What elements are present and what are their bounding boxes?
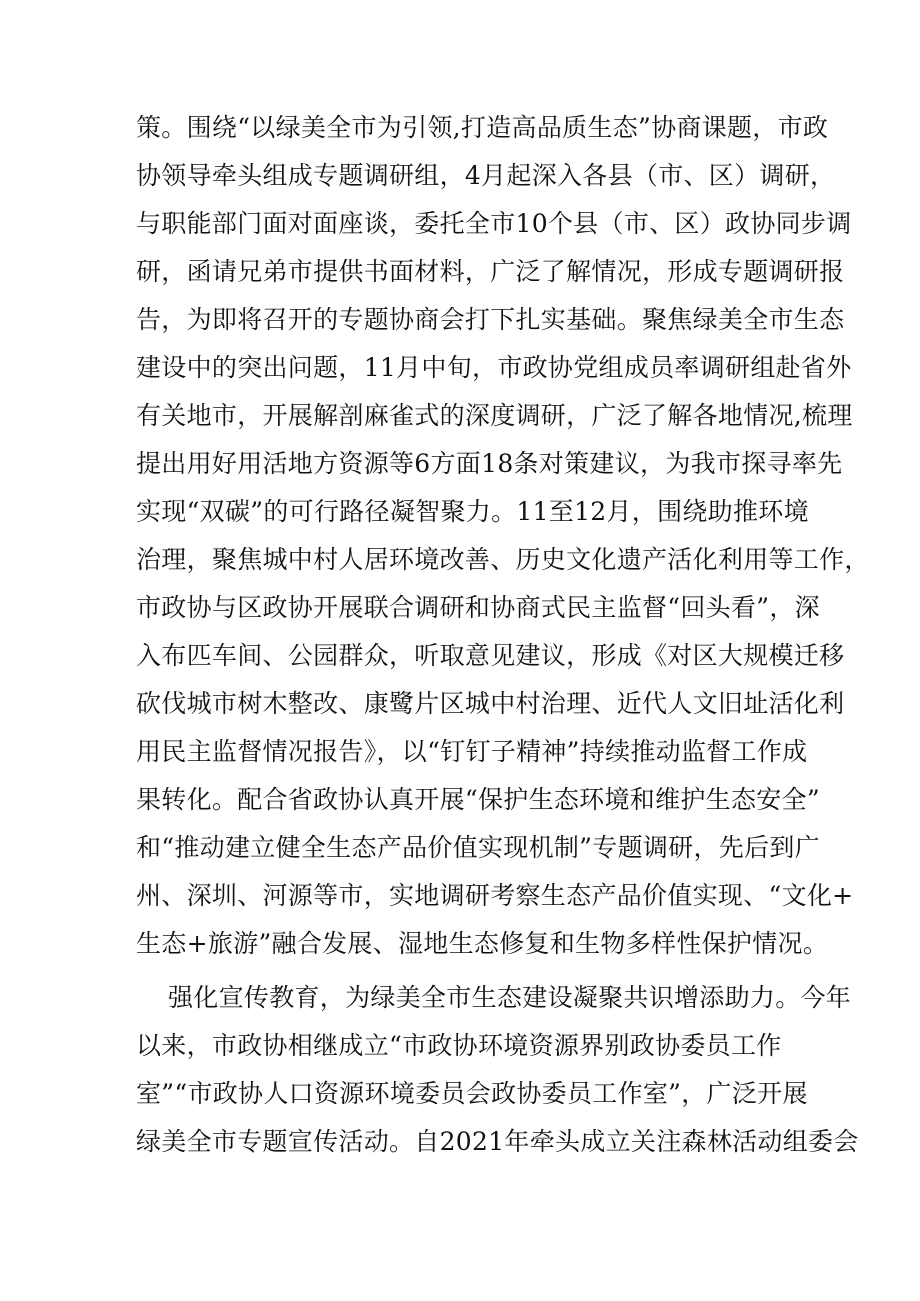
text-line: 提出用好用活地方资源等6方面18条对策建议，为我市探寻率先: [136, 449, 843, 478]
text-line: 用民主监督情况报告》，以“钉钉子精神”持续推动监督工作成: [136, 737, 808, 766]
text-line: 建设中的突出问题，11月中旬，市政协党组成员率调研组赴省外: [136, 353, 852, 382]
text-line: 砍伐城市树木整改、康鹭片区城中村治理、近代人文旧址活化利: [136, 689, 845, 718]
text-line: 以来，市政协相继成立“市政协环境资源界别政协委员工作: [136, 1031, 782, 1060]
text-line: 实现“双碳”的可行路径凝智聚力。11至12月，围绕助推环境: [136, 497, 809, 526]
text-line: 和“推动建立健全生态产品价值实现机制”专题调研，先后到广: [136, 833, 820, 862]
text-line: 绿美全市专题宣传活动。自2021年牵头成立关注森林活动组委会: [136, 1127, 859, 1156]
text-line: 告，为即将召开的专题协商会打下扎实基础。聚焦绿美全市生态: [136, 305, 845, 334]
text-line: 策。围绕“以绿美全市为引领,打造高品质生态”协商课题，市政: [136, 113, 829, 142]
text-line: 治理，聚焦城中村人居环境改善、历史文化遗产活化利用等工作，: [136, 545, 870, 574]
text-line: 果转化。配合省政协认真开展“保护生态环境和维护生态安全”: [136, 785, 820, 814]
text-line: 研，函请兄弟市提供书面材料，广泛了解情况，形成专题调研报: [136, 257, 845, 286]
text-line: 协领导牵头组成专题调研组，4月起深入各县（市、区）调研，: [136, 161, 836, 190]
text-line: 与职能部门面对面座谈，委托全市10个县（市、区）政协同步调: [136, 209, 852, 238]
text-line: 强化宣传教育，为绿美全市生态建设凝聚共识增添助力。今年: [168, 983, 852, 1012]
text-line: 有关地市，开展解剖麻雀式的深度调研，广泛了解各地情况,梳理: [136, 401, 853, 430]
text-line: 市政协与区政协开展联合调研和协商式民主监督“回头看”，深: [136, 593, 820, 622]
text-line: 入布匹车间、公园群众，听取意见建议，形成《对区大规模迁移: [136, 641, 845, 670]
text-line: 室”“市政协人口资源环境委员会政协委员工作室”，广泛开展: [136, 1079, 808, 1108]
text-line: 州、深圳、河源等市，实地调研考察生态产品价值实现、“文化+: [136, 881, 854, 910]
text-line: 生态+旅游”融合发展、湿地生态修复和生物多样性保护情况。: [136, 929, 829, 958]
